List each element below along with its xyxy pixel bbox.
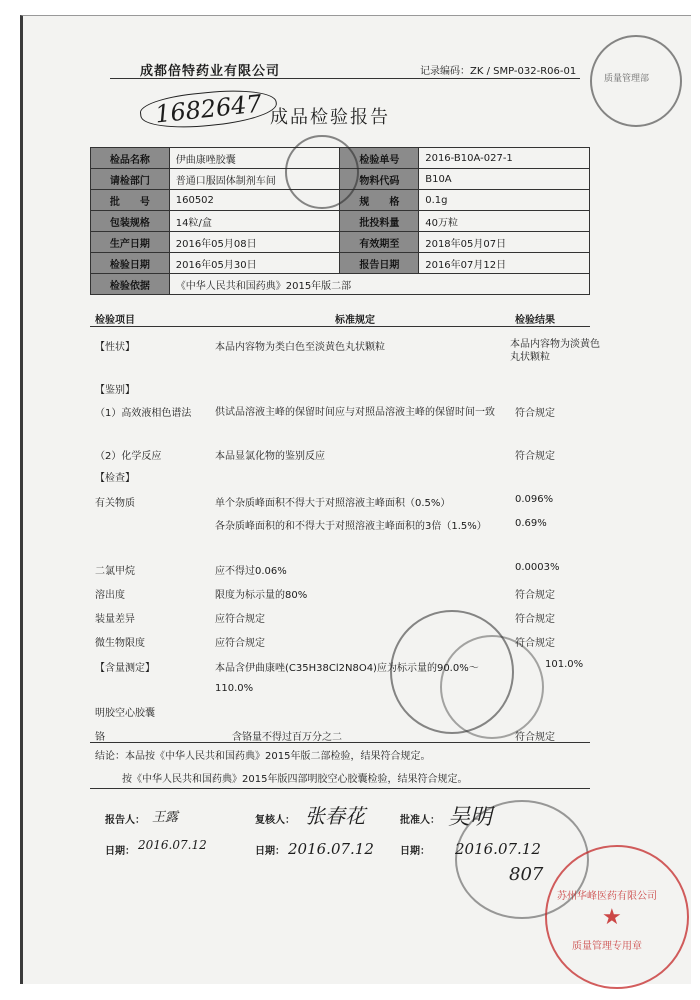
result-standard: 应符合规定 [215,614,265,625]
info-label: 生产日期 [91,232,170,253]
result-standard: 单个杂质峰面积不得大于对照溶液主峰面积（0.5%） [215,498,451,509]
star-icon: ★ [602,905,622,930]
info-row [91,211,590,232]
result-value: 0.096% [515,494,554,505]
approver-date: 2016.07.12 [455,840,541,858]
result-value: 符合规定 [515,590,555,601]
result-standard: 含铬量不得过百万分之二 [232,732,342,743]
result-item: 铬 [95,732,105,743]
result-value: 符合规定 [515,638,555,649]
result-item: 有关物质 [95,498,135,509]
result-value: 101.0% [545,659,584,670]
basis-value: 《中华人民共和国药典》2015年版二部 [169,274,589,295]
col-header-result: 检验结果 [515,315,555,326]
result-item: 明胶空心胶囊 [95,708,155,719]
info-value: 2016-B10A-027-1 [419,148,590,169]
info-value: 2016年05月30日 [169,253,340,274]
reviewer-signature: 张春花 [305,804,365,828]
red-stamp-text: 苏州华峰医药有限公司 [557,891,657,902]
result-standard: 本品显氯化物的鉴别反应 [215,451,325,462]
info-value: 普通口服固体制剂车间 [169,169,340,190]
info-value: 40万粒 [419,211,590,232]
company-name: 成都倍特药业有限公司 [140,64,281,79]
reviewer-label: 复核人： [255,815,295,826]
reviewer-date-label: 日期： [255,846,285,857]
results-rule-bottom [90,742,590,743]
info-value: 2016年07月12日 [419,253,590,274]
basis-label: 检验依据 [91,274,170,295]
result-item: 【性状】 [95,342,135,353]
result-value: 0.69% [515,518,547,529]
record-number: 记录编码：ZK / SMP-032-R06-01 [420,66,577,77]
info-row [91,232,590,253]
col-header-item: 检验项目 [95,315,135,326]
result-standard: 供试品溶液主峰的保留时间应与对照品溶液主峰的保留时间一致 [215,407,495,418]
info-label: 批投料量 [340,211,419,232]
info-label: 报告日期 [340,253,419,274]
result-value: 符合规定 [515,614,555,625]
result-value: 符合规定 [515,732,555,743]
info-row-basis [91,274,590,295]
info-label: 物料代码 [340,169,419,190]
result-item: 二氯甲烷 [95,566,135,577]
stamp-text: 质量管理部 [604,74,650,84]
reporter-label: 报告人： [105,815,145,826]
result-value: 0.0003% [515,562,560,573]
approver-signature: 吴明 [448,805,493,830]
results-rule-top [90,326,590,327]
info-label: 有效期至 [340,232,419,253]
handwritten-batch-number: 1682647 [139,85,279,133]
result-value: 符合规定 [515,408,555,419]
result-item: 【鉴别】 [95,385,135,396]
info-label: 检品名称 [91,148,170,169]
info-label: 包装规格 [91,211,170,232]
overlapping-stamp [440,635,544,739]
handwritten-mark: 807 [509,864,544,885]
result-item: 【检查】 [95,473,135,484]
quality-dept-stamp-top [590,35,682,127]
reporter-date: 2016.07.12 [138,838,207,852]
result-standard: 本品内容物为类白色至淡黄色丸状颗粒 [215,342,385,353]
reviewer-date: 2016.07.12 [288,840,374,858]
header-rule [110,78,580,79]
result-standard: 限度为标示量的80% [215,590,308,601]
conclusion-line-2: 按《中华人民共和国药典》2015年版四部明胶空心胶囊检验，结果符合规定。 [122,774,468,785]
result-item: （1）高效液相色谱法 [95,408,192,419]
reporter-date-label: 日期： [105,846,135,857]
result-item: 【含量测定】 [95,663,155,674]
info-value: 14粒/盒 [169,211,340,232]
result-standard: 本品含伊曲康唑(C35H38Cl2N8O4)应为标示量的90.0%～110.0% [215,663,479,694]
info-value: 2016年05月08日 [169,232,340,253]
result-value: 本品内容物为淡黄色丸状颗粒 [510,339,600,363]
result-item: （2）化学反应 [95,451,162,462]
inspection-stamp [285,135,359,209]
info-label: 批 号 [91,190,170,211]
info-row [91,253,590,274]
result-standard: 应符合规定 [215,638,265,649]
info-label: 规 格 [340,190,419,211]
info-value: 2018年05月07日 [419,232,590,253]
result-value: 符合规定 [515,451,555,462]
info-value: 0.1g [419,190,590,211]
info-label: 请检部门 [91,169,170,190]
info-value: 伊曲康唑胶囊 [169,148,340,169]
report-title: 成品检验报告 [270,107,390,128]
approver-label: 批准人： [400,815,440,826]
info-value: 160502 [169,190,340,211]
red-stamp-subtext: 质量管理专用章 [572,941,642,952]
red-company-stamp [545,845,689,989]
conclusion-line-1: 结论：本品按《中华人民共和国药典》2015年版二部检验，结果符合规定。 [95,751,431,762]
col-header-standard: 标准规定 [335,315,375,326]
result-standard: 各杂质峰面积的和不得大于对照溶液主峰面积的3倍（1.5%） [215,521,487,532]
approver-date-label: 日期： [400,846,430,857]
result-standard: 应不得过0.06% [215,566,287,577]
info-label: 检验日期 [91,253,170,274]
reporter-signature: 王露 [152,810,179,825]
conclusion-rule [90,788,590,789]
result-item: 装量差异 [95,614,135,625]
result-item: 溶出度 [95,590,125,601]
info-value: B10A [419,169,590,190]
info-label: 检验单号 [340,148,419,169]
result-item: 微生物限度 [95,638,145,649]
